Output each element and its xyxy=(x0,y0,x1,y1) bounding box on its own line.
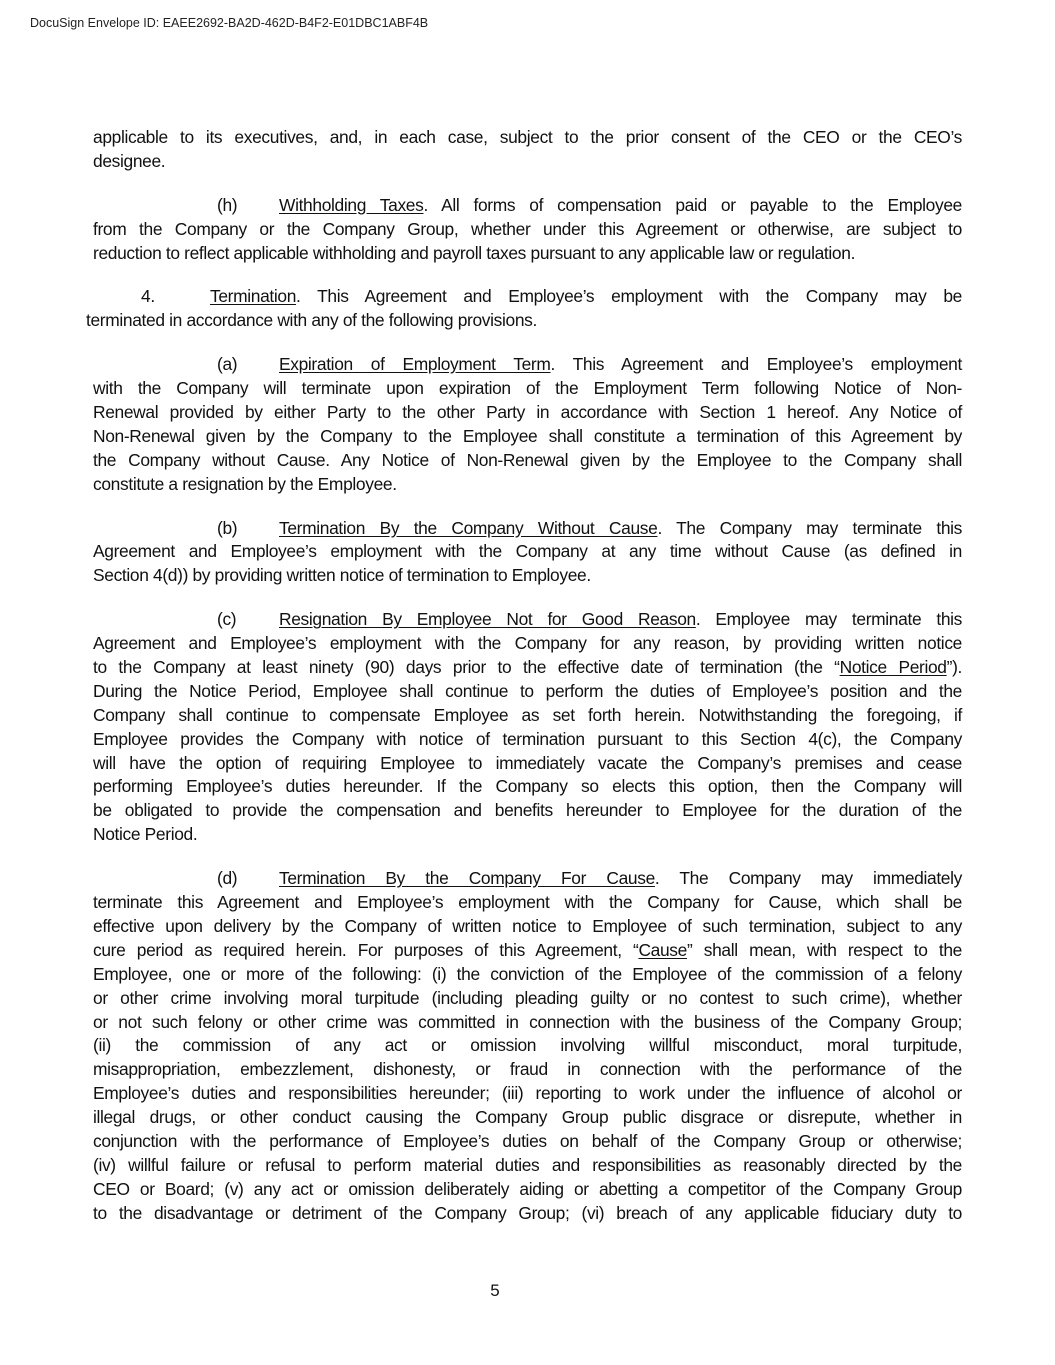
section-4b-without-cause xyxy=(93,517,962,589)
section-number: (c) xyxy=(217,609,237,630)
continuation-paragraph xyxy=(93,126,962,174)
text-line: to the Company at least ninety (90) days prior to the effective date of termination (the “Notice Period”). xyxy=(93,657,962,678)
text-line: from the Company or the Company Group, whether under this Agreement or otherwise, are subject to xyxy=(93,218,962,239)
text-line: effective upon delivery by the Company of written notice to Employee of such termination, subject to any xyxy=(93,915,962,936)
section-number: (a) xyxy=(217,354,238,375)
text-line: Agreement and Employee’s employment with the Company for any reason, by providing written notice xyxy=(93,633,962,654)
text-line: (ii) the commission of any act or omission involving willful misconduct, moral turpitude, xyxy=(93,1035,962,1056)
text-line: be obligated to provide the compensation and benefits hereunder to Employee for the duration of the xyxy=(93,800,962,821)
text-line: (c) Resignation By Employee Not for Good Reason. Employee may terminate this xyxy=(93,608,962,632)
text-line: will have the option of requiring Employee to immediately vacate the Company’s premises and cease xyxy=(93,752,962,773)
text-line: terminate this Agreement and Employee’s employment with the Company for Cause, which shall be xyxy=(93,892,962,913)
section-4c-resignation xyxy=(93,608,962,847)
text-line: CEO or Board; (v) any act or omission deliberately aiding or abetting a competitor of the Company Group xyxy=(93,1178,962,1199)
text-line: misappropriation, embezzlement, dishonesty, or fraud in connection with the performance of the xyxy=(93,1059,962,1080)
text-line: performing Employee’s duties hereunder. If the Company so elects this option, then the Company will xyxy=(93,776,962,797)
text-line: Employee’s duties and responsibilities hereunder; (iii) reporting to work under the influence of alcohol or xyxy=(93,1083,962,1104)
text-line: to the disadvantage or detriment of the Company Group; (vi) breach of any applicable fiduciary duty to xyxy=(93,1202,962,1223)
text-line: Company shall continue to compensate Employee as set forth herein. Notwithstanding the foregoing, if xyxy=(93,704,962,725)
text-line: the Company without Cause. Any Notice of Non-Renewal given by the Employee to the Company shall xyxy=(93,449,962,470)
section-heading: Withholding Taxes xyxy=(279,194,424,215)
text-line: with the Company will terminate upon expiration of the Employment Term following Notice of Non- xyxy=(93,378,962,399)
text-line: 4. Termination. This Agreement and Employee’s employment with the Company may be xyxy=(86,285,962,309)
section-heading: Expiration of Employment Term xyxy=(279,354,551,375)
text-line: (d) Termination By the Company For Cause. The Company may immediately xyxy=(93,867,962,891)
section-number: (h) xyxy=(217,194,238,215)
text-line: Employee, one or more of the following: (i) the conviction of the Employee of the commission of a felony xyxy=(93,963,962,984)
text-line: (a) Expiration of Employment Term. This Agreement and Employee’s employment xyxy=(93,353,962,377)
text-line: Section 4(d)) by providing written notice of termination to Employee. xyxy=(93,565,591,586)
section-number: (b) xyxy=(217,517,238,538)
text-line: Renewal provided by either Party to the other Party in accordance with Section 1 hereof. Any Notice of xyxy=(93,402,962,423)
text-line: During the Notice Period, Employee shall continue to perform the duties of Employee’s position and the xyxy=(93,680,962,701)
text-line: reduction to reflect applicable withholding and payroll taxes pursuant to any applicable law or regulation. xyxy=(93,242,856,263)
text-line: or not such felony or other crime was committed in connection with the business of the Company Group; xyxy=(93,1011,962,1032)
text-line: designee. xyxy=(93,150,166,171)
section-number: (d) xyxy=(217,868,238,889)
text-line: constitute a resignation by the Employee. xyxy=(93,473,397,494)
text-line: terminated in accordance with any of the following provisions. xyxy=(86,310,537,331)
text-line: applicable to its executives, and, in each case, subject to the prior consent of the CEO or the CEO’s xyxy=(93,127,962,147)
defined-term-notice-period: Notice Period xyxy=(839,657,947,678)
page-number: 5 xyxy=(490,1281,500,1300)
section-4-termination xyxy=(86,285,962,333)
section-heading: Termination By the Company Without Cause xyxy=(279,517,658,538)
section-number: 4. xyxy=(141,286,155,307)
section-4a-expiration xyxy=(93,353,962,496)
text-line: cure period as required herein. For purposes of this Agreement, “Cause” shall mean, with respect to the xyxy=(93,939,963,960)
text-line: Non-Renewal given by the Company to the Employee shall constitute a termination of this Agreement by xyxy=(93,425,962,446)
section-4d-for-cause xyxy=(93,867,962,1225)
text-line: Notice Period. xyxy=(93,824,198,845)
text-line: (b) Termination By the Company Without Cause. The Company may terminate this xyxy=(93,517,962,541)
text-line: illegal drugs, or other conduct causing the Company Group public disgrace or disrepute, whether in xyxy=(93,1107,962,1128)
section-heading: Resignation By Employee Not for Good Reason xyxy=(279,609,696,630)
text-line: (iv) willful failure or refusal to perform material duties and responsibilities as reasonably directed by the xyxy=(93,1154,962,1175)
text-line: conjunction with the performance of Employee’s duties on behalf of the Company Group or otherwise; xyxy=(93,1130,962,1151)
defined-term-cause: Cause xyxy=(638,939,687,960)
text-line: Agreement and Employee’s employment with the Company at any time without Cause (as defined in xyxy=(93,541,962,562)
section-heading: Termination xyxy=(210,286,297,307)
section-3h-withholding-taxes xyxy=(93,194,962,266)
text-line: (h) Withholding Taxes. All forms of compensation paid or payable to the Employee xyxy=(93,194,962,218)
text-line: Employee provides the Company with notice of termination pursuant to this Section 4(c), the Company xyxy=(93,728,962,749)
text-line: or other crime involving moral turpitude (including pleading guilty or no contest to such crime), whether xyxy=(93,987,962,1008)
document-page-body xyxy=(86,126,963,1246)
section-heading: Termination By the Company For Cause xyxy=(279,868,655,889)
docusign-envelope-id: DocuSign Envelope ID: EAEE2692-BA2D-462D-B4F2-E01DBC1ABF4B xyxy=(30,16,429,30)
